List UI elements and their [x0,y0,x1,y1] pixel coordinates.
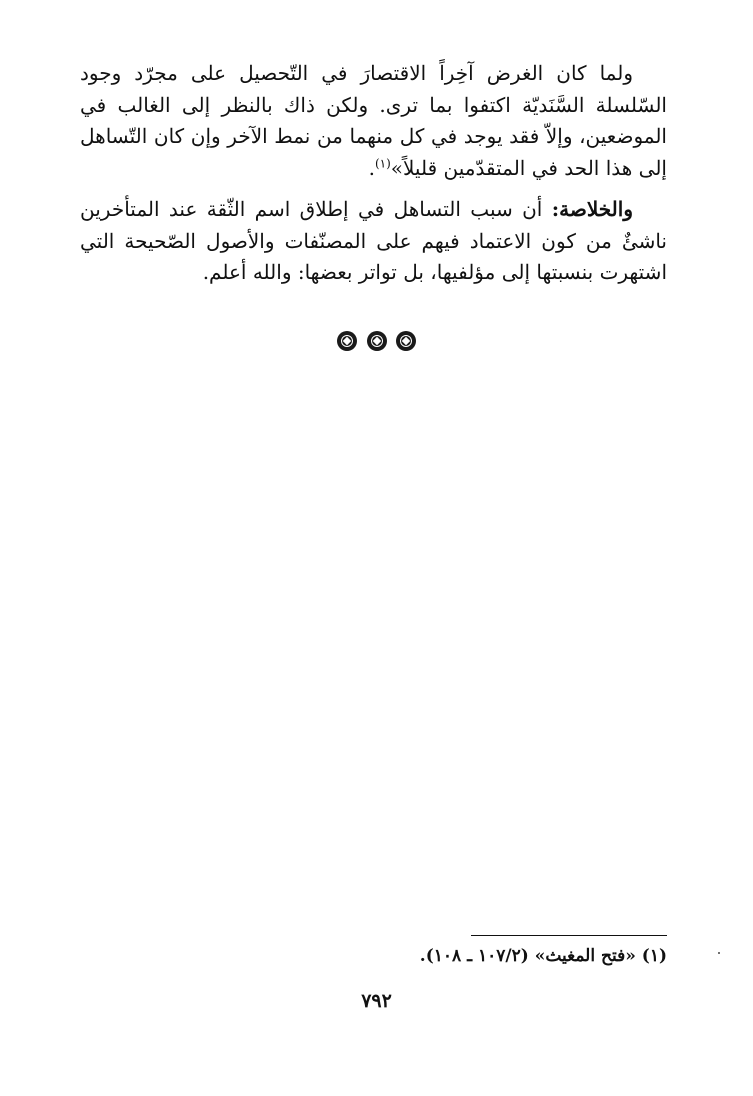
paragraph-2 [80,194,667,289]
rosette-ornament-icon [367,331,387,351]
main-text [80,58,667,289]
footnote-divider [471,935,667,936]
paragraph-1-text: ولما كان الغرض آخِراً الاقتصارَ في التّحصيل على مجرّد وجود السّلسلة السَّنَديّة اكتفوا بما ترى. ولكن ذاك بالنظر إلى الغالب في الموضعين، وإلاّ فقد يوجد في كل منهما من نمط الآخر وإن كان التّساهل إلى هذا الحد في المتقدّمين قليلاً» [80,61,667,180]
section-ornaments [0,330,753,351]
footnote: (١) «فتح المغيث» (١٠٧/٢ ـ ١٠٨). [419,946,667,966]
page-speck [718,952,720,954]
paragraph-1 [80,58,667,184]
footnote-reference[interactable]: (١) [374,155,391,170]
rosette-ornament-icon [337,331,357,351]
rosette-ornament-icon [396,331,416,351]
conclusion-lead: والخلاصة: [551,197,633,221]
page-number: ٧٩٢ [361,990,392,1012]
paragraph-1-end: . [368,155,375,180]
paragraph-2-text: أن سبب التساهل في إطلاق اسم الثّقة عند المتأخرين ناشئٌ من كون الاعتماد فيهم على المصنّفات والأصول الصّحيحة التي اشتهرت بنسبتها إلى مؤلفيها، بل تواتر بعضها: والله أعلم. [80,197,667,284]
